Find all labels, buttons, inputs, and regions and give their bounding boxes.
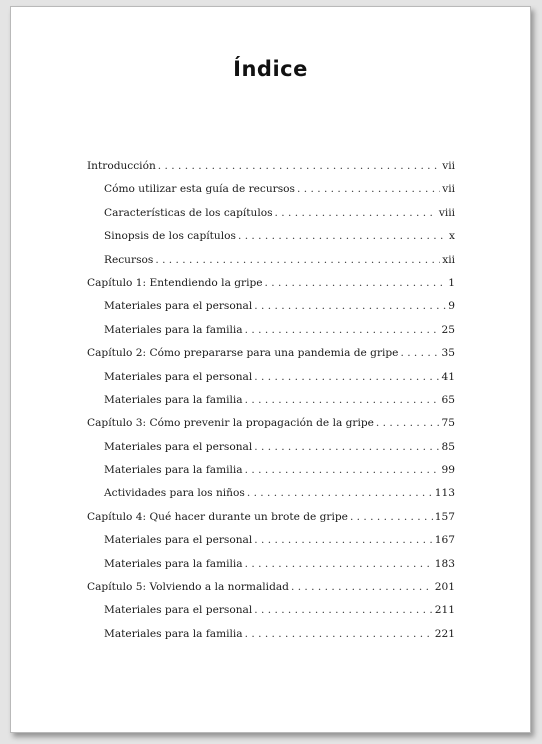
toc-entry[interactable] <box>87 347 455 370</box>
toc-entry-label: Capítulo 2: Cómo prepararse para una pandemia de gripe <box>87 347 399 360</box>
table-of-contents <box>87 160 455 651</box>
toc-page-number: 167 <box>434 534 455 547</box>
toc-entry-label: Sinopsis de los capítulos <box>104 230 236 243</box>
toc-page-number: x <box>449 230 455 243</box>
toc-subentry[interactable] <box>87 441 455 464</box>
toc-subentry[interactable] <box>87 371 455 394</box>
dot-leader <box>247 487 433 499</box>
dot-leader <box>254 534 433 546</box>
toc-subentry[interactable] <box>87 464 455 487</box>
toc-page-number: 183 <box>434 557 455 570</box>
toc-page-number: 65 <box>441 393 455 406</box>
toc-page-number: 99 <box>441 464 455 477</box>
dot-leader <box>245 558 433 570</box>
dot-leader <box>238 230 447 242</box>
toc-entry[interactable] <box>87 511 455 534</box>
toc-entry-label: Capítulo 5: Volviendo a la normalidad <box>87 581 289 594</box>
toc-subentry[interactable] <box>87 230 455 253</box>
toc-page-number: 35 <box>441 347 455 360</box>
toc-subentry[interactable] <box>87 394 455 417</box>
toc-entry-label: Características de los capítulos <box>104 206 273 219</box>
toc-entry-label: Cómo utilizar esta guía de recursos <box>104 183 295 196</box>
toc-page-number: vii <box>442 183 455 196</box>
toc-entry[interactable] <box>87 417 455 440</box>
dot-leader <box>297 183 440 195</box>
toc-page-number: 25 <box>441 323 455 336</box>
dot-leader <box>254 441 439 453</box>
toc-entry[interactable] <box>87 277 455 300</box>
toc-entry-label: Materiales para la familia <box>104 393 243 406</box>
toc-entry-label: Introducción <box>87 160 156 172</box>
dot-leader <box>254 300 446 312</box>
toc-page-number: 113 <box>434 487 455 500</box>
dot-leader <box>291 581 433 593</box>
dot-leader <box>245 628 433 640</box>
toc-page-number: vii <box>442 160 455 172</box>
toc-page-number: 85 <box>441 440 455 453</box>
dot-leader <box>155 254 440 266</box>
toc-subentry[interactable] <box>87 254 455 277</box>
toc-entry[interactable] <box>87 581 455 604</box>
toc-entry-label: Materiales para la familia <box>104 557 243 570</box>
toc-subentry[interactable] <box>87 324 455 347</box>
toc-page-number: 9 <box>448 300 455 313</box>
toc-entry-label: Capítulo 4: Qué hacer durante un brote de gripe <box>87 510 348 523</box>
toc-page-number: viii <box>438 206 455 219</box>
dot-leader <box>275 207 437 219</box>
toc-entry-label: Actividades para los niños <box>104 487 245 500</box>
toc-page-number: 41 <box>441 370 455 383</box>
toc-subentry[interactable] <box>87 558 455 581</box>
toc-page-number: 1 <box>448 276 455 289</box>
toc-entry-label: Capítulo 1: Entendiendo la gripe <box>87 276 263 289</box>
toc-page-number: 211 <box>434 604 455 617</box>
page-title: Índice <box>233 57 308 81</box>
toc-entry-label: Capítulo 3: Cómo prevenir la propagación de la gripe <box>87 417 374 430</box>
toc-entry-label: Materiales para el personal <box>104 300 253 313</box>
toc-page-number: xii <box>442 253 455 266</box>
dot-leader <box>376 417 440 429</box>
dot-leader <box>265 277 447 289</box>
toc-entry-label: Materiales para la familia <box>104 627 243 640</box>
toc-entry-label: Materiales para el personal <box>104 440 253 453</box>
toc-entry-label: Materiales para el personal <box>104 604 253 617</box>
dot-leader <box>158 160 440 172</box>
toc-subentry[interactable] <box>87 604 455 627</box>
toc-subentry[interactable] <box>87 534 455 557</box>
dot-leader <box>254 604 433 616</box>
toc-subentry[interactable] <box>87 628 455 651</box>
toc-entry-label: Recursos <box>104 253 154 266</box>
toc-page-number: 221 <box>434 627 455 640</box>
toc-entry-label: Materiales para el personal <box>104 370 253 383</box>
toc-page-number: 157 <box>434 510 455 523</box>
dot-leader <box>400 347 439 359</box>
dot-leader <box>245 324 440 336</box>
dot-leader <box>350 511 433 523</box>
toc-subentry[interactable] <box>87 300 455 323</box>
toc-subentry[interactable] <box>87 207 455 230</box>
toc-entry[interactable] <box>87 160 455 183</box>
dot-leader <box>245 464 440 476</box>
dot-leader <box>254 371 439 383</box>
toc-page-number: 201 <box>434 581 455 594</box>
toc-entry-label: Materiales para la familia <box>104 323 243 336</box>
dot-leader <box>245 394 440 406</box>
toc-entry-label: Materiales para la familia <box>104 464 243 477</box>
toc-subentry[interactable] <box>87 183 455 206</box>
toc-subentry[interactable] <box>87 487 455 510</box>
toc-entry-label: Materiales para el personal <box>104 534 253 547</box>
document-page <box>10 6 531 733</box>
toc-page-number: 75 <box>441 417 455 430</box>
